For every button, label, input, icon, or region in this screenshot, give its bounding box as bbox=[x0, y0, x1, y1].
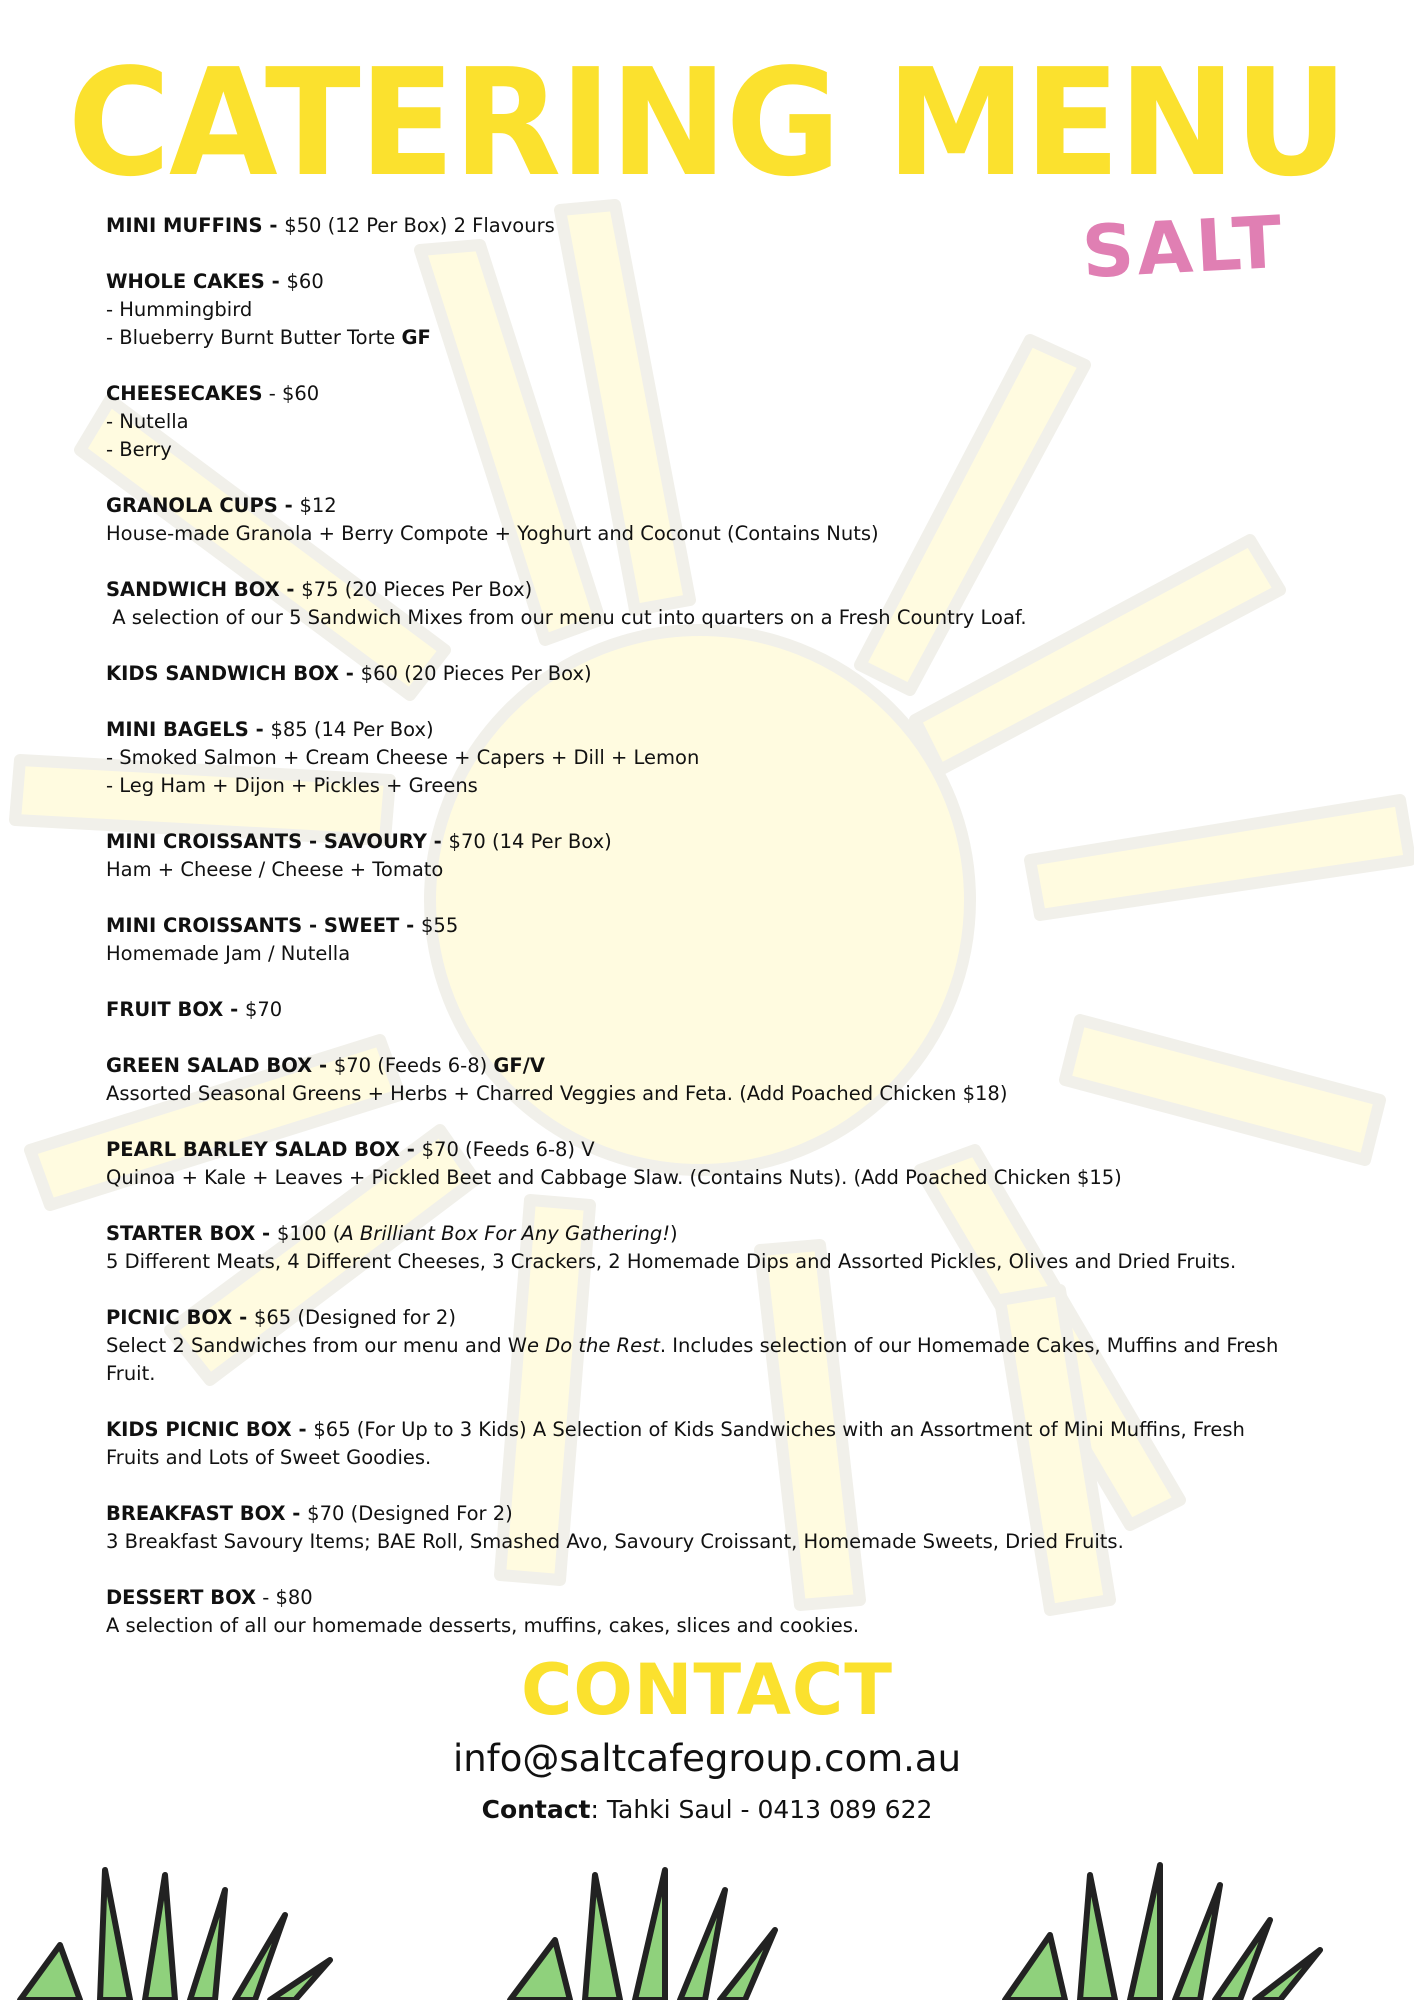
menu-item bbox=[106, 716, 1286, 800]
item-detail: $70 bbox=[244, 998, 283, 1021]
item-desc-post: . Includes selection of our Homemade Cakes, Muffins and Fresh Fruit. bbox=[106, 1334, 1279, 1385]
item-detail: $60 bbox=[286, 270, 324, 293]
menu-item bbox=[106, 1220, 1286, 1276]
item-description: 5 Different Meats, 4 Different Cheeses, 3 Crackers, 2 Homemade Dips and Assorted Pickles, Olives and Dried Fruits. bbox=[106, 1250, 1237, 1273]
brand-logo: SALT bbox=[1079, 199, 1287, 295]
item-name: MINI MUFFINS - bbox=[106, 214, 285, 237]
item-line: - Nutella bbox=[106, 410, 189, 433]
item-name: MINI CROISSANTS - SAVOURY - bbox=[106, 830, 449, 853]
menu-item bbox=[106, 576, 1286, 632]
item-name: PEARL BARLEY SALAD BOX - bbox=[106, 1138, 422, 1161]
item-detail: $50 (12 Per Box) 2 Flavours bbox=[284, 214, 555, 237]
item-description: Ham + Cheese / Cheese + Tomato bbox=[106, 858, 444, 881]
item-name: GREEN SALAD BOX - bbox=[106, 1054, 334, 1077]
item-detail: $70 (Feeds 6-8) bbox=[333, 1054, 494, 1077]
item-name: WHOLE CAKES - bbox=[106, 270, 287, 293]
menu-item bbox=[106, 212, 1286, 240]
menu-item bbox=[106, 1304, 1286, 1388]
item-description: Quinoa + Kale + Leaves + Pickled Beet and Cabbage Slaw. (Contains Nuts). (Add Poached Chicken $15) bbox=[106, 1166, 1122, 1189]
item-detail: $100 ( bbox=[276, 1222, 341, 1245]
menu-item bbox=[106, 1136, 1286, 1192]
item-desc-italic: e Do the Rest bbox=[526, 1334, 660, 1357]
item-description: A selection of our 5 Sandwich Mixes from our menu cut into quarters on a Fresh Country Loaf. bbox=[106, 606, 1027, 629]
item-name: SANDWICH BOX - bbox=[106, 578, 302, 601]
item-name: PICNIC BOX - bbox=[106, 1306, 254, 1329]
item-detail: - $60 bbox=[262, 382, 320, 405]
contact-name-phone[interactable]: : Tahki Saul - 0413 089 622 bbox=[590, 1795, 933, 1824]
contact-section bbox=[0, 1650, 1414, 1830]
item-name: CHEESECAKES bbox=[106, 382, 263, 405]
item-detail-end: ) bbox=[670, 1222, 678, 1245]
item-detail: $75 (20 Pieces Per Box) bbox=[301, 578, 533, 601]
item-detail: $55 bbox=[421, 914, 459, 937]
item-name: DESSERT BOX bbox=[106, 1586, 257, 1609]
item-name: STARTER BOX - bbox=[106, 1222, 277, 1245]
item-line: - Berry bbox=[106, 438, 172, 461]
item-name: FRUIT BOX - bbox=[106, 998, 245, 1021]
menu-item bbox=[106, 1416, 1286, 1472]
item-detail: $70 (Designed For 2) bbox=[307, 1502, 513, 1525]
item-name: MINI BAGELS - bbox=[106, 718, 271, 741]
page-title: CATERING MENU bbox=[67, 37, 1347, 209]
item-line: - Smoked Salmon + Cream Cheese + Capers + Dill + Lemon bbox=[106, 746, 700, 769]
item-detail: $60 (20 Pieces Per Box) bbox=[360, 662, 592, 685]
menu-item bbox=[106, 996, 1286, 1024]
item-description: Homemade Jam / Nutella bbox=[106, 942, 351, 965]
item-line-text: - Blueberry Burnt Butter Torte bbox=[106, 326, 402, 349]
item-name: KIDS SANDWICH BOX - bbox=[106, 662, 361, 685]
dietary-tag: GF/V bbox=[493, 1054, 545, 1077]
item-description bbox=[106, 1332, 1286, 1388]
contact-email[interactable]: info@saltcafegroup.com.au bbox=[452, 1737, 962, 1780]
item-description: Assorted Seasonal Greens + Herbs + Charred Veggies and Feta. (Add Poached Chicken $18) bbox=[106, 1082, 1008, 1105]
contact-heading: CONTACT bbox=[520, 1649, 894, 1731]
dietary-tag: GF bbox=[401, 326, 431, 349]
menu-item bbox=[106, 268, 1286, 352]
item-detail: $65 (Designed for 2) bbox=[253, 1306, 456, 1329]
item-detail: $70 (14 Per Box) bbox=[448, 830, 612, 853]
item-description: 3 Breakfast Savoury Items; BAE Roll, Smashed Avo, Savoury Croissant, Homemade Sweets, Dried Fruits. bbox=[106, 1530, 1124, 1553]
menu-item bbox=[106, 912, 1286, 968]
item-name: MINI CROISSANTS - SWEET - bbox=[106, 914, 421, 937]
item-detail: $85 (14 Per Box) bbox=[270, 718, 434, 741]
item-name: GRANOLA CUPS - bbox=[106, 494, 300, 517]
grass-illustration bbox=[0, 1850, 1414, 2000]
item-description: A selection of all our homemade desserts, muffins, cakes, slices and cookies. bbox=[106, 1614, 860, 1637]
item-tagline: A Brilliant Box For Any Gathering! bbox=[340, 1222, 671, 1245]
menu-item bbox=[106, 492, 1286, 548]
contact-person bbox=[0, 1790, 1414, 1830]
contact-label: Contact bbox=[481, 1795, 591, 1824]
item-description: House-made Granola + Berry Compote + Yoghurt and Coconut (Contains Nuts) bbox=[106, 522, 879, 545]
menu-item bbox=[106, 1052, 1286, 1108]
menu-list bbox=[106, 212, 1286, 1668]
item-line: - Hummingbird bbox=[106, 298, 253, 321]
item-detail: - $80 bbox=[256, 1586, 313, 1609]
menu-item bbox=[106, 660, 1286, 688]
item-detail: $65 (For Up to 3 Kids) A Selection of Kids Sandwiches with an Assortment of Mini Muffins, Fresh Fruits and Lots of Sweet Goodies. bbox=[106, 1418, 1245, 1469]
item-name: BREAKFAST BOX - bbox=[106, 1502, 308, 1525]
menu-item bbox=[106, 1500, 1286, 1556]
menu-item bbox=[106, 828, 1286, 884]
menu-item bbox=[106, 1584, 1286, 1640]
item-detail: $70 (Feeds 6-8) V bbox=[421, 1138, 595, 1161]
menu-item bbox=[106, 380, 1286, 464]
item-detail: $12 bbox=[299, 494, 337, 517]
item-line: - Leg Ham + Dijon + Pickles + Greens bbox=[106, 774, 478, 797]
item-name: KIDS PICNIC BOX - bbox=[106, 1418, 314, 1441]
item-line bbox=[106, 324, 1286, 352]
item-desc-pre: Select 2 Sandwiches from our menu and W bbox=[106, 1334, 527, 1357]
